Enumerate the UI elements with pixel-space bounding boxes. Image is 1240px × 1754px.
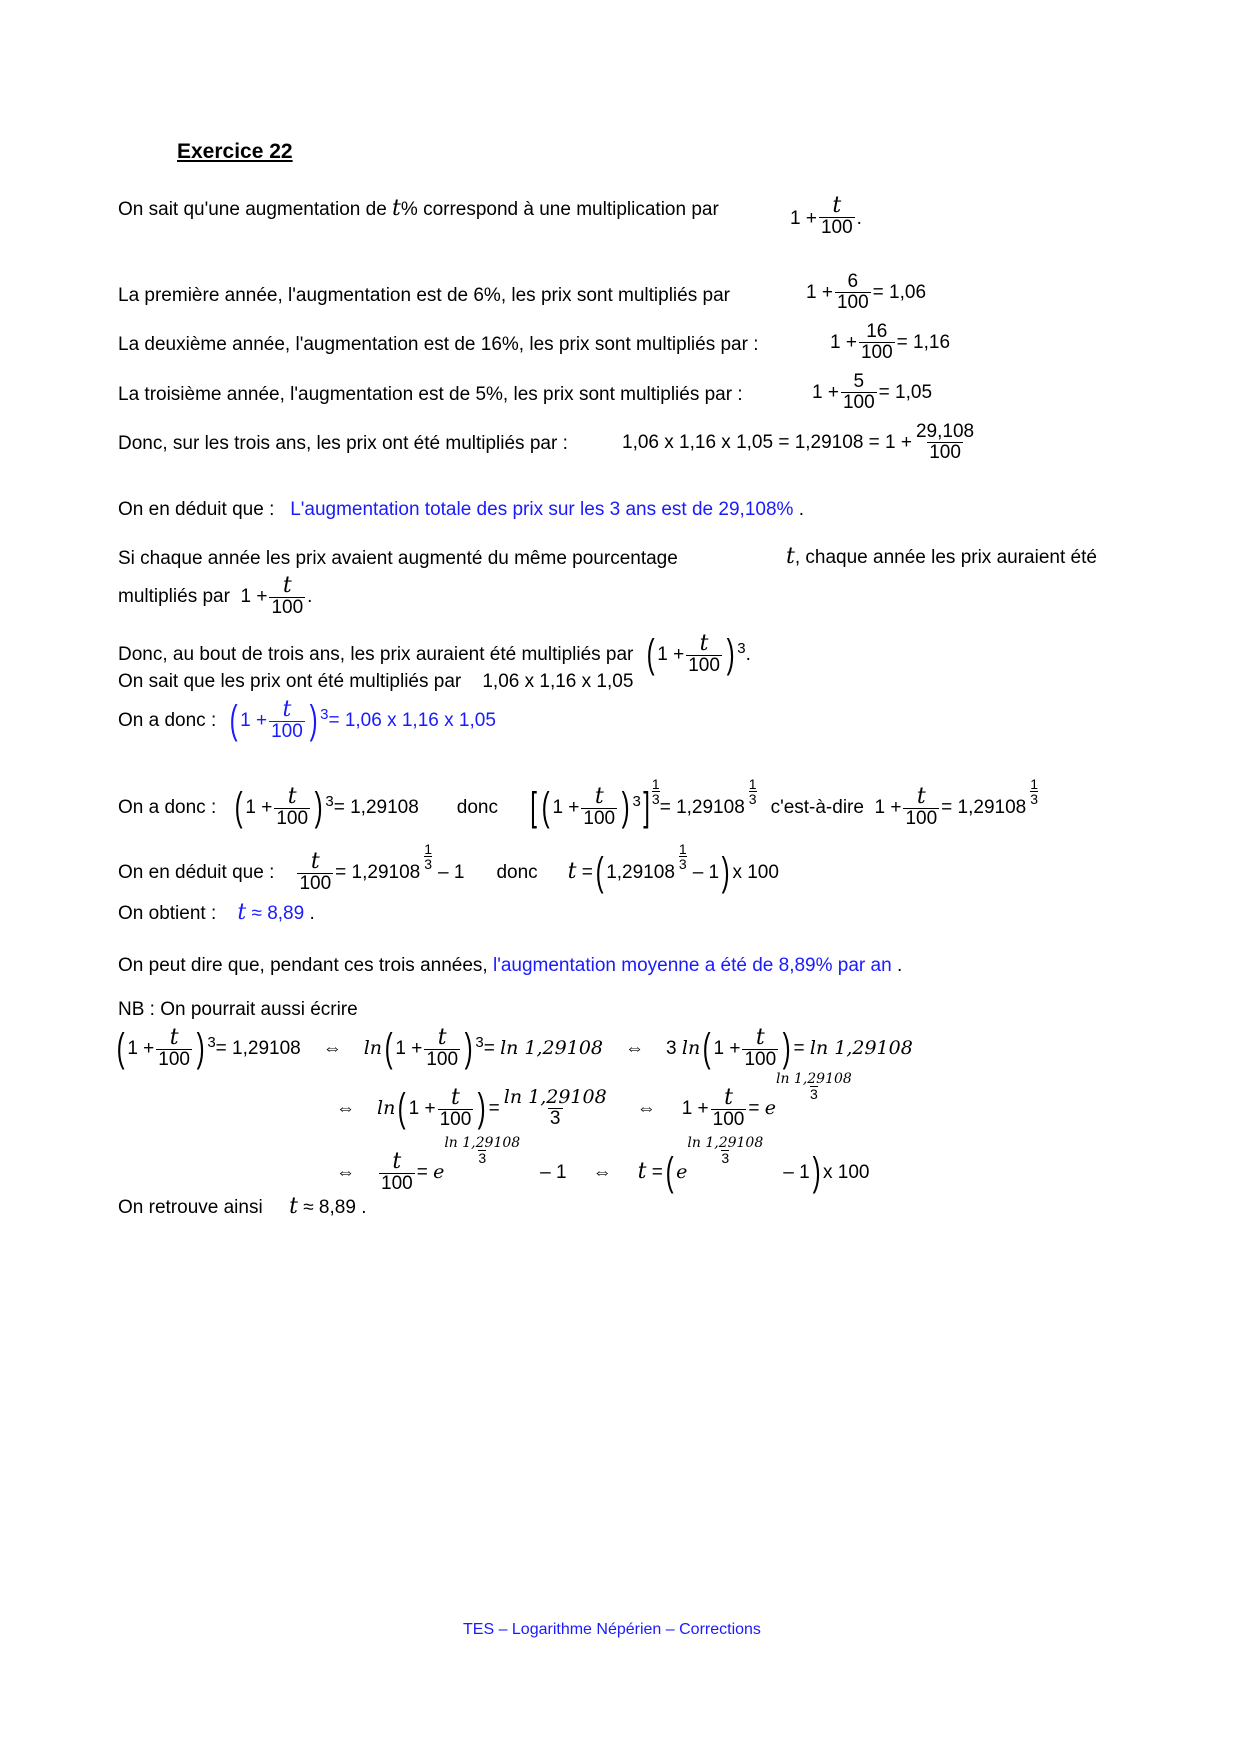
fraction — [274, 785, 310, 829]
denominator: 100 — [299, 873, 332, 895]
denominator: 3 — [678, 855, 687, 872]
numerator: ln 1,29108 — [775, 1070, 852, 1087]
left-paren: ( — [229, 698, 238, 743]
ln-value: ln 1,29108 — [809, 1036, 913, 1059]
year1-formula — [806, 272, 926, 313]
one-third — [1030, 777, 1038, 806]
intro-text-after: % correspond à une multiplication par — [400, 199, 719, 220]
right-paren: ) — [721, 850, 730, 895]
left-paren: ( — [116, 1026, 125, 1071]
minus-one: – 1 — [540, 1161, 567, 1183]
exponent: 3 — [207, 1033, 216, 1051]
period: . — [896, 955, 903, 976]
result: = 1,05 — [878, 381, 933, 403]
denominator: 3 — [478, 1149, 487, 1166]
denominator: 100 — [929, 441, 961, 463]
left-paren: ( — [646, 632, 655, 677]
ln-value: ln 1,29108 — [500, 1036, 604, 1059]
right-paren: ) — [782, 1026, 791, 1071]
left-paren: ( — [541, 785, 550, 830]
result: = 1,06 — [872, 281, 927, 303]
inner-value: 1,29108 — [606, 861, 675, 883]
denominator: 100 — [158, 1049, 190, 1071]
ln: ln — [681, 1036, 701, 1059]
deduction-label: On en déduit que : — [118, 499, 275, 520]
equation-label: On a donc : — [118, 709, 217, 731]
e: e — [676, 1160, 688, 1183]
period: . — [361, 1197, 367, 1218]
result-label: On obtient : — [118, 903, 217, 924]
year3-formula — [812, 372, 932, 413]
equiv-icon: ⇔ — [336, 1097, 355, 1119]
expr-one: 1 + — [657, 643, 685, 665]
exponent-fraction — [776, 1072, 852, 1101]
denominator: 3 — [748, 790, 757, 807]
numerator: t — [832, 193, 842, 218]
numerator: t — [755, 1025, 765, 1050]
fraction — [914, 422, 976, 463]
nb-line2: ⇔ ln ( 1 + $\frac{t}{100}$ ) = $\frac{\ln 1,29108}{3}$ ⇔ 1 + $\frac{t}{100}$ = e $\frac{\ln 1,29108}{3}$ — [336, 1070, 852, 1131]
known-expr: 1,06 x 1,16 x 1,05 — [482, 671, 634, 692]
fraction — [269, 574, 305, 618]
conclusion-highlight: l'augmentation moyenne a été de 8,89% par an — [492, 955, 892, 976]
total-formula — [622, 422, 978, 463]
expr-one: 1 + — [874, 796, 902, 818]
left-bracket: [ — [530, 785, 537, 830]
retrouve-text: On retrouve ainsi — [118, 1197, 263, 1218]
numerator: 1 — [748, 775, 757, 792]
numerator: t — [451, 1085, 460, 1110]
exponent: 3 — [475, 1033, 484, 1051]
result: = 1,16 — [896, 331, 951, 353]
equation-line — [118, 698, 496, 742]
numerator: ln 1,29108 — [444, 1134, 521, 1151]
expr-one: 1 + — [395, 1037, 423, 1059]
right-paren: ) — [196, 1026, 205, 1071]
left-paren: ( — [384, 1026, 393, 1071]
approx-value: ≈ 8,89 — [251, 903, 305, 924]
var-t: t — [237, 900, 247, 925]
intro-formula — [790, 193, 862, 239]
fraction — [859, 322, 895, 363]
denominator: 100 — [381, 1173, 413, 1195]
conclusion-line — [118, 956, 902, 975]
year3-text: La troisième année, l'augmentation est de 5%, les prix sont multipliés par : — [118, 384, 743, 405]
right-paren: ) — [726, 632, 735, 677]
denominator: 100 — [271, 597, 304, 619]
right-paren: ) — [464, 1026, 473, 1071]
fraction — [438, 1086, 474, 1130]
left-paren: ( — [702, 1026, 711, 1071]
fraction — [297, 850, 333, 894]
numerator: 5 — [853, 371, 865, 392]
denominator: 100 — [583, 808, 616, 830]
hypothesis-var — [786, 546, 1097, 568]
fraction — [502, 1085, 609, 1129]
approx-value: ≈ 8,89 — [303, 1197, 356, 1218]
equiv-icon: ⇔ — [336, 1161, 355, 1183]
page-footer: TES – Logarithme Népérien – Corrections — [463, 1621, 761, 1638]
expr-one: 1 + — [806, 281, 833, 303]
page-title: Exercice 22 — [177, 140, 293, 163]
minus-one: – 1 — [783, 1161, 810, 1183]
var-t: t — [786, 544, 795, 569]
denominator: 100 — [276, 808, 309, 830]
year1-text: La première année, l'augmentation est de 6%, les prix sont multipliés par — [118, 285, 730, 306]
exponent: 3 — [325, 792, 334, 810]
numerator: t — [282, 697, 292, 722]
intro-line — [118, 198, 719, 220]
times-100: x 100 — [732, 861, 779, 883]
intro-text: On sait qu'une augmentation de — [118, 199, 387, 220]
denominator: 3 — [549, 1107, 561, 1129]
expr-one: 1 + — [790, 207, 817, 229]
numerator: t — [699, 631, 709, 656]
total-text: Donc, sur les trois ans, les prix ont été multipliés par : — [118, 433, 568, 454]
numerator: t — [169, 1025, 179, 1050]
numerator: 1 — [1030, 775, 1039, 792]
period: . — [307, 585, 313, 607]
period: . — [309, 903, 315, 924]
e: e — [433, 1160, 445, 1183]
right-paren: ) — [314, 785, 323, 830]
denominator: 3 — [1030, 790, 1039, 807]
one-third — [652, 777, 660, 806]
known-line — [118, 672, 633, 691]
deduction-line — [118, 500, 804, 519]
hypothesis-text: Si chaque année les prix avaient augmenté du même pourcentage — [118, 548, 678, 569]
numerator: 6 — [847, 271, 859, 292]
expr-one: 1 + — [240, 709, 268, 731]
e: e — [764, 1096, 776, 1119]
numerator: 1 — [424, 840, 433, 857]
ln: ln — [377, 1096, 396, 1119]
hypothesis-text2: multipliés par — [118, 585, 230, 607]
nb-label: NB : On pourrait aussi écrire — [118, 999, 358, 1020]
left-paren: ( — [234, 785, 243, 830]
fraction — [835, 272, 871, 313]
fraction — [819, 194, 855, 238]
expr-one: 1 + — [713, 1037, 741, 1059]
times-100: x 100 — [822, 1161, 870, 1183]
one-third — [424, 842, 432, 871]
period: . — [798, 499, 804, 520]
numerator: ln 1,29108 — [503, 1085, 607, 1108]
donc: donc — [496, 861, 538, 883]
right-bracket: ] — [643, 785, 650, 830]
hypothesis-line2 — [118, 574, 312, 618]
hypothesis-text-end: , chaque année les prix auraient été — [794, 547, 1097, 568]
equation-expr — [227, 698, 496, 742]
solve1-line — [118, 775, 1039, 830]
right-paren: ) — [477, 1086, 486, 1131]
known-text: On sait que les prix ont été multipliés par — [118, 671, 462, 692]
year2-formula — [830, 322, 950, 363]
right-paren: ) — [812, 1150, 821, 1195]
fraction — [711, 1086, 747, 1130]
numerator: t — [916, 784, 926, 809]
numerator: t — [310, 849, 320, 874]
rhs: = 1,29108 — [941, 796, 1027, 818]
numerator: t — [282, 573, 292, 598]
result-line — [118, 902, 315, 924]
var-t: t — [567, 859, 577, 885]
fraction — [581, 785, 617, 829]
solve2-label: On en déduit que : — [118, 861, 275, 883]
numerator: 29,108 — [915, 421, 975, 442]
expr-one: 1 + — [240, 585, 268, 607]
expr-one: 1 + — [552, 796, 580, 818]
numerator: t — [437, 1025, 447, 1050]
nb-line3: ⇔ $\frac{t}{100}$ = e $\frac{\ln 1,29108}{3}$ – 1 ⇔ t = ( e $\frac{\ln 1,29108}{3}$ – 1 ) x 100 — [336, 1134, 870, 1195]
fraction — [424, 1026, 460, 1070]
denominator: 100 — [688, 655, 720, 677]
fraction — [742, 1026, 778, 1070]
fraction — [903, 785, 939, 829]
exponent: 3 — [320, 705, 329, 723]
denominator: 100 — [426, 1049, 459, 1071]
exponent-fraction — [687, 1136, 763, 1165]
three: 3 — [666, 1037, 677, 1059]
numerator: 1 — [678, 840, 687, 857]
denominator: 100 — [836, 291, 869, 313]
var-t: t — [392, 196, 401, 221]
solve1-label: On a donc : — [118, 796, 217, 818]
year2-text: La deuxième année, l'augmentation est de 16%, les prix sont multipliés par : — [118, 334, 759, 355]
left-paren: ( — [665, 1150, 674, 1195]
rhs: = 1,29108 — [333, 796, 419, 818]
fraction — [686, 632, 722, 676]
minus-one: – 1 — [438, 861, 465, 883]
fraction — [379, 1150, 415, 1194]
denominator: 100 — [712, 1109, 745, 1131]
equation-rhs: = 1,06 x 1,16 x 1,05 — [328, 709, 496, 731]
denominator: 3 — [651, 790, 660, 807]
result-value — [237, 900, 305, 925]
expr-one: 1 + — [245, 796, 273, 818]
right-paren: ) — [621, 785, 630, 830]
denominator: 3 — [424, 855, 433, 872]
nb-line1: ( 1 + $\frac{t}{100}$ ) $^3$ = 1,29108 ⇔ ln ( 1 + $\frac{t}{100}$ ) $^3$ = ln 1,29108 ⇔ 3 ln ( 1 + $\frac{t}{100}$ ) = ln 1,29108 — [116, 1025, 913, 1071]
numerator: t — [287, 784, 297, 809]
expr-one: 1 + — [408, 1097, 436, 1119]
period: . — [856, 207, 862, 229]
one-third — [679, 842, 687, 871]
equiv-icon: ⇔ — [636, 1097, 656, 1119]
numerator: 1 — [651, 775, 660, 792]
one-third — [749, 777, 757, 806]
denominator: 100 — [744, 1049, 777, 1071]
fraction — [156, 1026, 192, 1070]
fraction — [269, 698, 305, 742]
denominator: 100 — [860, 341, 893, 363]
minus-one: – 1 — [692, 861, 720, 883]
numerator: t — [594, 784, 604, 809]
denominator: 100 — [820, 217, 853, 239]
var-t: t — [289, 1194, 298, 1219]
numerator: t — [392, 1149, 402, 1174]
three-years-line — [118, 632, 751, 676]
equiv-icon: ⇔ — [592, 1161, 612, 1183]
equiv-icon: ⇔ — [322, 1037, 342, 1059]
retrouve-line — [118, 1196, 366, 1218]
conclusion-text: On peut dire que, pendant ces trois années, — [118, 955, 488, 976]
period: . — [745, 643, 751, 665]
solve2-line: On en déduit que : $\frac{t}{100}$ = 1,29108 $\frac{1}{3}$ – 1 donc t = ( 1,29108 $\frac{1}{3}$ – 1 ) x 100 — [118, 840, 779, 895]
fraction — [841, 372, 877, 413]
three-years-text: Donc, au bout de trois ans, les prix auraient été multipliés par — [118, 643, 634, 665]
expr-one: 1 + — [681, 1097, 709, 1119]
numerator: t — [724, 1085, 733, 1110]
denominator: 100 — [439, 1109, 472, 1131]
equiv-icon: ⇔ — [625, 1037, 645, 1059]
left-paren: ( — [397, 1086, 406, 1131]
denominator: 100 — [842, 391, 875, 413]
denominator: 100 — [905, 808, 938, 830]
denominator: 100 — [271, 721, 303, 743]
denominator: 3 — [721, 1149, 730, 1166]
cest-a-dire: c'est-à-dire — [770, 796, 864, 818]
rhs: = 1,29108 — [335, 861, 421, 883]
expr-one: 1 + — [812, 381, 839, 403]
rhs: = 1,29108 — [215, 1037, 301, 1059]
numerator: ln 1,29108 — [687, 1134, 764, 1151]
donc: donc — [456, 796, 498, 818]
product-expr: 1,06 x 1,16 x 1,05 = 1,29108 = 1 + — [622, 431, 912, 453]
rhs: = 1,29108 — [659, 796, 745, 818]
deduction-highlight: L'augmentation totale des prix sur les 3 ans est de 29,108% — [290, 499, 794, 520]
exponent: 3 — [737, 639, 746, 657]
ln: ln — [363, 1036, 383, 1059]
right-paren: ) — [309, 698, 318, 743]
var-t: t — [637, 1159, 647, 1185]
exponent: 3 — [632, 792, 641, 810]
expr-one: 1 + — [830, 331, 857, 353]
left-paren: ( — [595, 850, 604, 895]
numerator: 16 — [866, 321, 888, 342]
expr-one: 1 + — [127, 1037, 155, 1059]
denominator: 3 — [809, 1085, 818, 1102]
exponent-fraction — [444, 1136, 520, 1165]
